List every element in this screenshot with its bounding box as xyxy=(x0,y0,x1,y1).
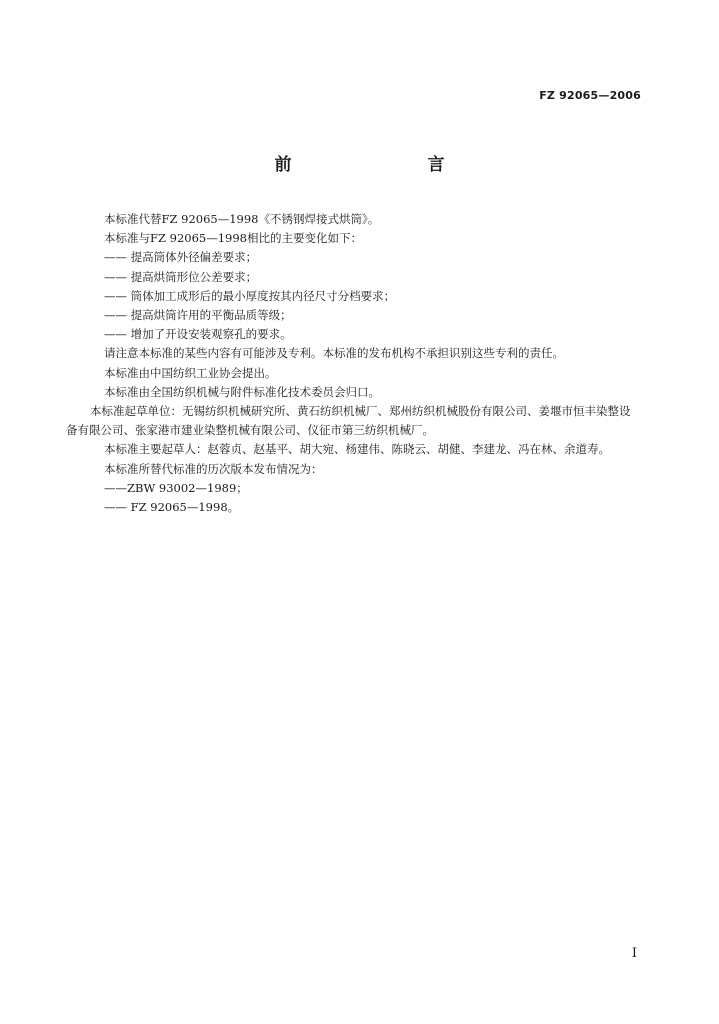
page-title: 前 言 xyxy=(274,155,479,175)
foreword-body xyxy=(66,210,640,517)
paragraph-history-intro: 本标准所替代标准的历次版本发布情况为： xyxy=(104,461,323,476)
paragraph-replaces: 本标准代替FZ 92065—1998《不锈钢焊接式烘筒》。 xyxy=(104,212,380,226)
standard-code: FZ 92065—2006 xyxy=(539,89,641,102)
paragraph-proposed-by: 本标准由中国纺织工业协会提出。 xyxy=(104,365,277,380)
history-item: ——ZBW 93002—1989； xyxy=(104,480,248,495)
history-item: —— FZ 92065—1998。 xyxy=(104,500,240,515)
paragraph-drafters: 本标准主要起草人：赵蓉贞、赵基平、胡大宛、杨建伟、陈晓云、胡健、李建龙、冯在林、余道寿。 xyxy=(104,442,610,457)
change-item: —— 提高筒体外径偏差要求； xyxy=(104,250,258,265)
change-item: —— 提高烘筒形位公差要求； xyxy=(104,269,258,284)
paragraph-changes-intro: 本标准与FZ 92065—1998相比的主要变化如下： xyxy=(104,231,362,246)
page-number: I xyxy=(631,946,637,961)
change-item: —— 筒体加工成形后的最小厚度按其内径尺寸分档要求； xyxy=(104,288,396,303)
paragraph-patent-notice: 请注意本标准的某些内容有可能涉及专利。本标准的发布机构不承担识别这些专利的责任。 xyxy=(104,346,564,361)
paragraph-centralized-by: 本标准由全国纺织机械与附件标准化技术委员会归口。 xyxy=(104,384,380,399)
change-item: —— 提高烘筒许用的平衡品质等级； xyxy=(104,308,292,323)
paragraph-drafting-units: 本标准起草单位：无锡纺织机械研究所、黄石纺织机械厂、郑州纺织机械股份有限公司、姜堰市恒丰染整设备有限公司、张家港市建业染整机械有限公司、仪征市第三纺织机械厂。 xyxy=(66,404,631,438)
change-item: —— 增加了开设安装观察孔的要求。 xyxy=(104,327,292,342)
